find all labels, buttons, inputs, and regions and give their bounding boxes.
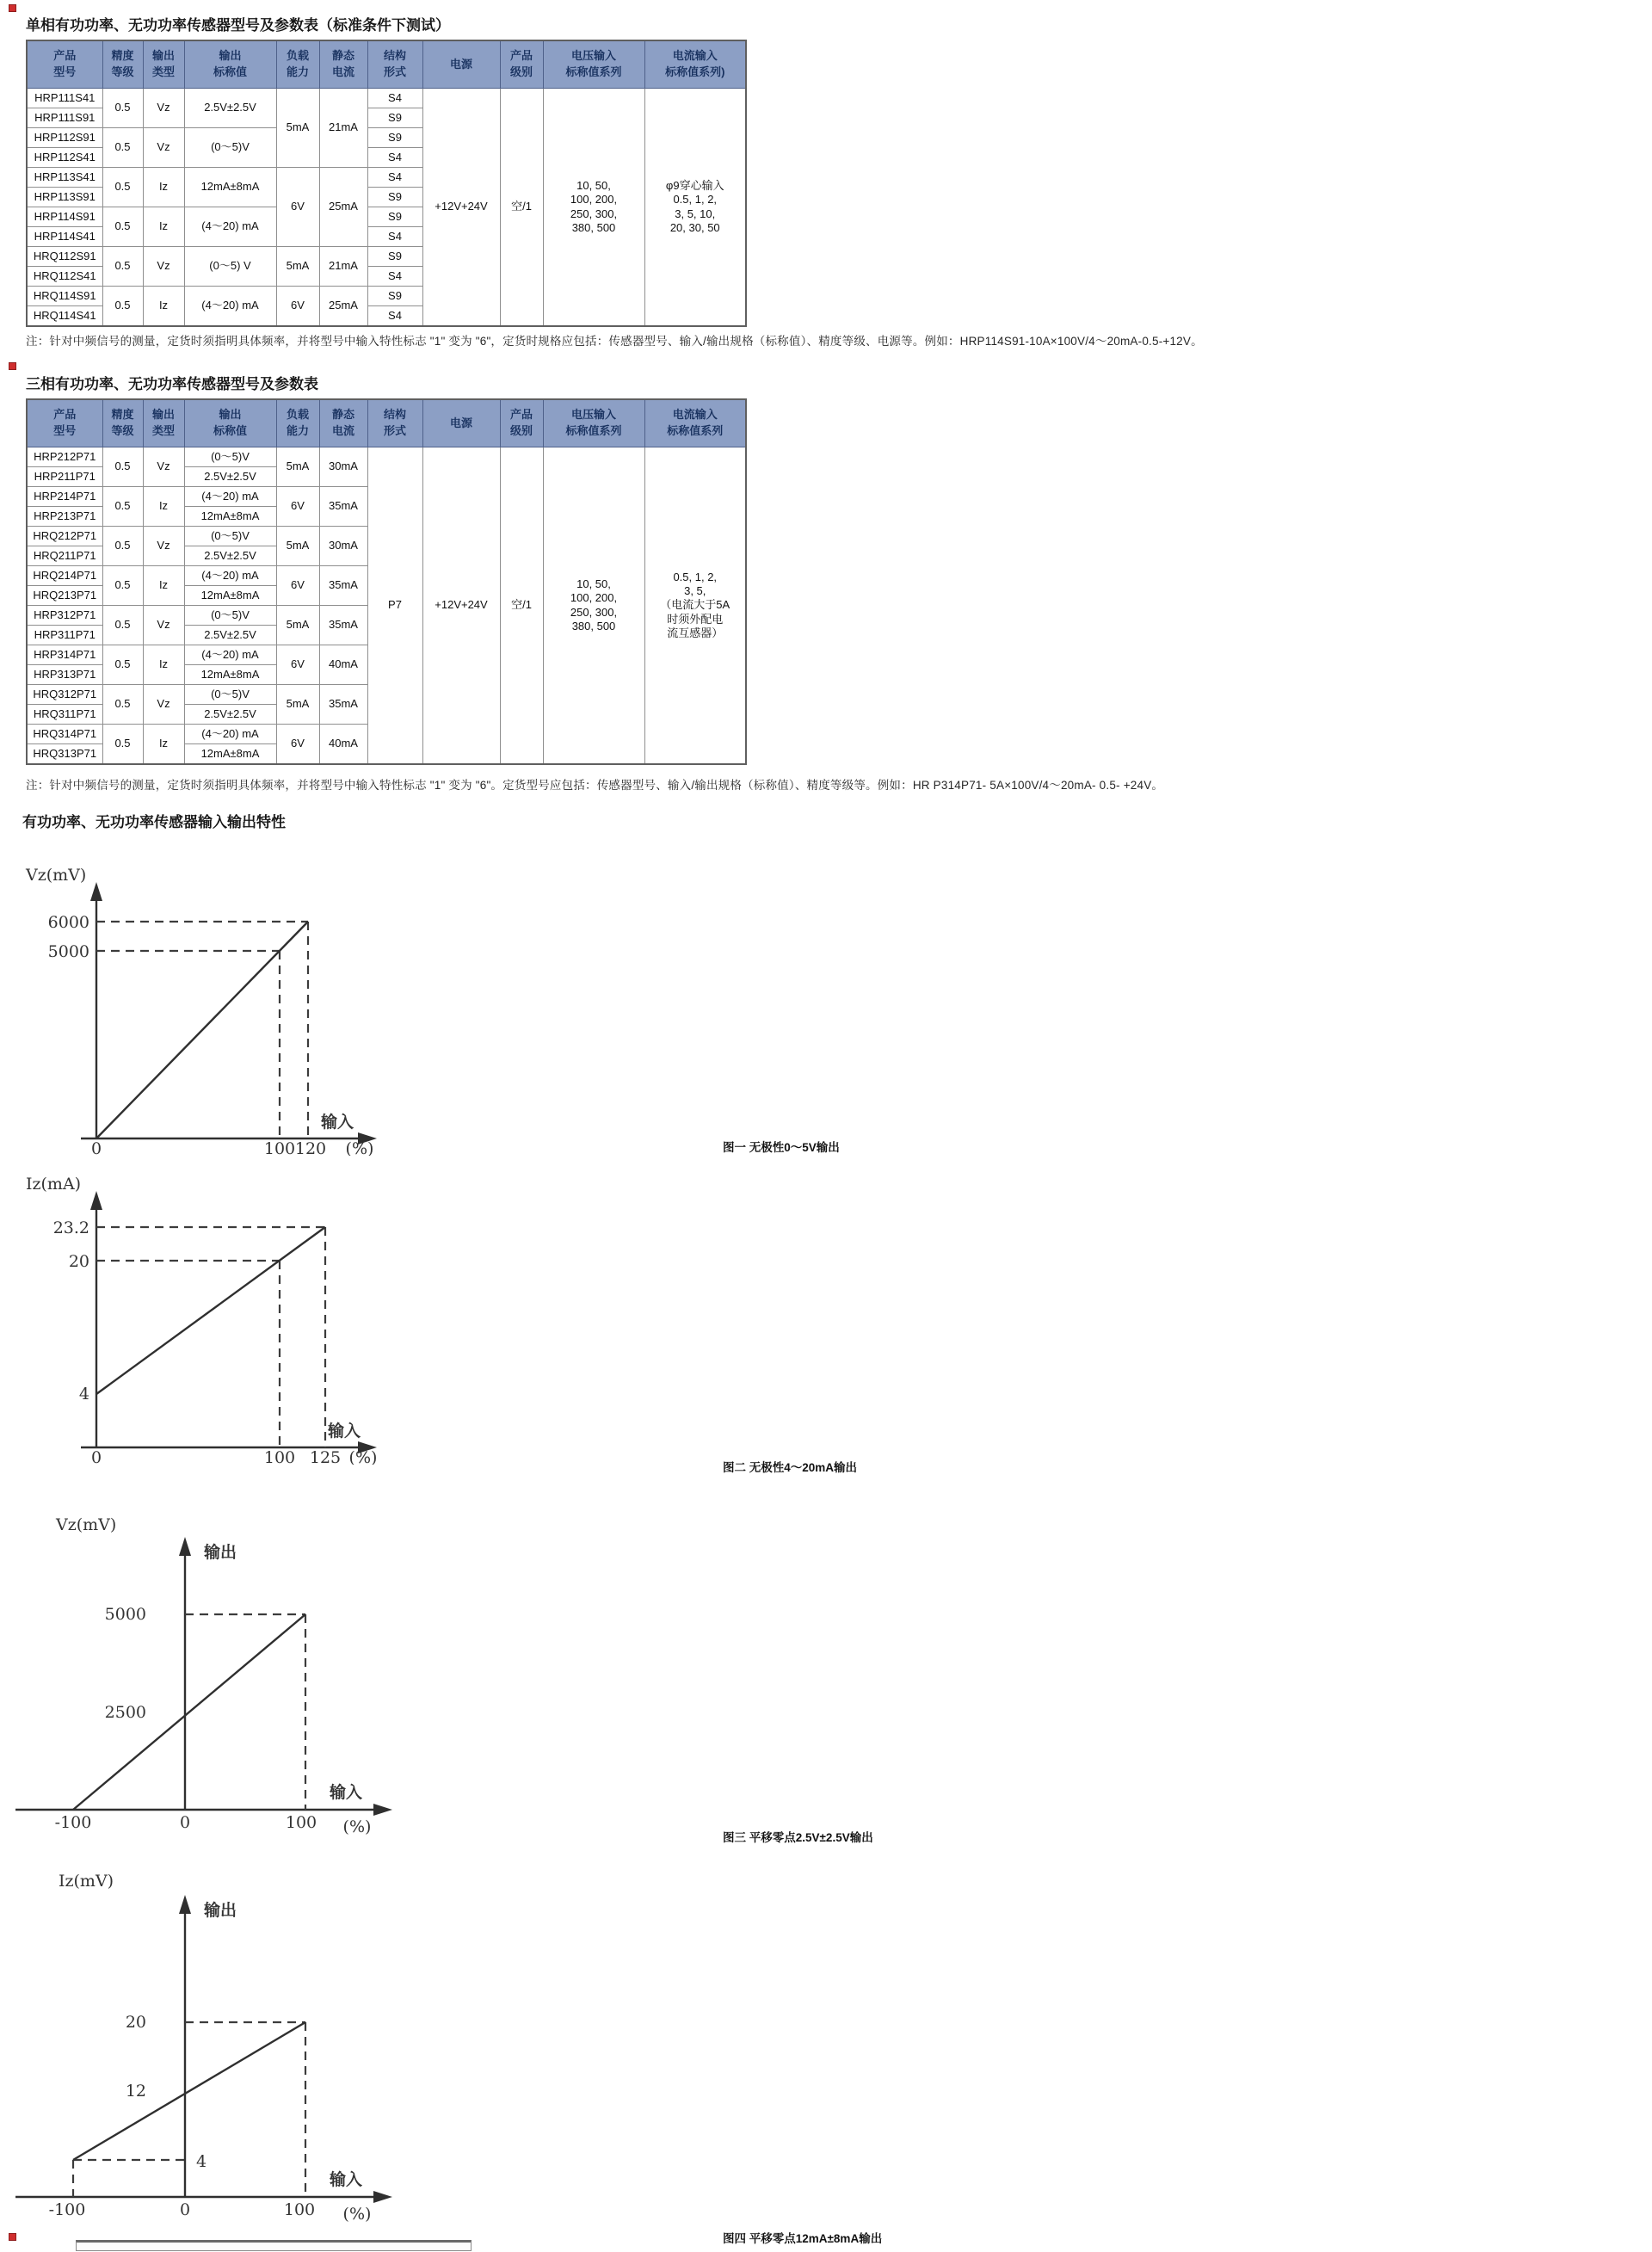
voltage-series-cell: 10, 50, 100, 200, 250, 300, 380, 500	[543, 447, 644, 765]
col-model: 产品 型号	[27, 399, 102, 447]
accuracy-cell: 0.5	[102, 89, 143, 128]
x-axis-arrow-icon	[373, 2191, 392, 2203]
model-cell: HRP312P71	[27, 606, 102, 626]
form-cell: S4	[367, 89, 422, 108]
output-type-cell: Vz	[143, 128, 184, 168]
form-cell: S9	[367, 207, 422, 227]
transfer-line	[73, 2022, 305, 2160]
output-type-cell: Iz	[143, 645, 184, 685]
section2-title: 三相有功功率、无功功率传感器型号及参数表	[26, 376, 318, 392]
col-voltage-series: 电压输入 标称值系列	[543, 399, 644, 447]
model-cell: HRQ114S41	[27, 306, 102, 327]
load-cell: 5mA	[276, 527, 319, 566]
x-tick: 100	[263, 1139, 296, 1156]
col-load: 负载 能力	[276, 399, 319, 447]
current-series-cell: φ9穿心输入 0.5, 1, 2, 3, 5, 10, 20, 30, 50	[644, 89, 746, 327]
model-cell: HRP212P71	[27, 447, 102, 467]
col-power: 电源	[422, 399, 500, 447]
model-cell: HRQ314P71	[27, 725, 102, 744]
quiescent-cell: 35mA	[319, 566, 367, 606]
table2-header-row	[27, 399, 746, 447]
figure4-chart	[9, 1857, 404, 2223]
x-tick: 0	[90, 1448, 102, 1465]
output-type-cell: Iz	[143, 725, 184, 765]
model-cell: HRP112S91	[27, 128, 102, 148]
model-cell: HRQ312P71	[27, 685, 102, 705]
y-tick: 2500	[104, 1703, 146, 1722]
figure3-chart	[9, 1504, 404, 1836]
col-output-nominal: 输出 标称值	[184, 399, 276, 447]
red-bullet-icon	[9, 4, 16, 12]
x-axis-label: 输入	[329, 2171, 363, 2189]
nominal-cell: (0～5)V	[184, 128, 276, 168]
model-cell: HRP114S91	[27, 207, 102, 227]
y-axis-arrow-icon	[179, 1537, 191, 1556]
accuracy-cell: 0.5	[102, 287, 143, 327]
nominal-cell: (4～20) mA	[184, 725, 276, 744]
grade-cell: 空/1	[500, 447, 543, 765]
section1-title: 单相有功功率、无功功率传感器型号及参数表（标准条件下测试）	[26, 17, 450, 34]
model-cell: HRP313P71	[27, 665, 102, 685]
x-axis-unit: (%)	[345, 1139, 374, 1156]
power-cell: +12V+24V	[422, 89, 500, 327]
model-cell: HRQ211P71	[27, 546, 102, 566]
nominal-cell: 12mA±8mA	[184, 665, 276, 685]
figure4-caption: 图四 平移零点12mA±8mA输出	[723, 2232, 883, 2245]
nominal-cell: 12mA±8mA	[184, 744, 276, 765]
model-cell: HRQ114S91	[27, 287, 102, 306]
x-axis-unit: (%)	[348, 1448, 378, 1465]
nominal-cell: (4～20) mA	[184, 566, 276, 586]
y-tick: 20	[125, 2013, 146, 2032]
model-cell: HRP111S41	[27, 89, 102, 108]
accuracy-cell: 0.5	[102, 685, 143, 725]
model-cell: HRQ311P71	[27, 705, 102, 725]
model-cell: HRP113S91	[27, 188, 102, 207]
y-tick: 4	[196, 2152, 207, 2171]
output-type-cell: Iz	[143, 207, 184, 247]
voltage-series-cell: 10, 50, 100, 200, 250, 300, 380, 500	[543, 89, 644, 327]
load-cell: 6V	[276, 287, 319, 327]
accuracy-cell: 0.5	[102, 168, 143, 207]
x-tick: 100	[283, 2200, 316, 2219]
accuracy-cell: 0.5	[102, 645, 143, 685]
load-cell: 5mA	[276, 247, 319, 287]
y-axis-label: Vz(mV)	[56, 1515, 117, 1534]
col-accuracy: 精度 等级	[102, 40, 143, 89]
col-output-type: 输出 类型	[143, 40, 184, 89]
nominal-cell: 12mA±8mA	[184, 586, 276, 606]
figure3-caption: 图三 平移零点2.5V±2.5V输出	[723, 1831, 873, 1844]
quiescent-cell: 40mA	[319, 725, 367, 765]
form-cell: S4	[367, 168, 422, 188]
y-axis-arrow-icon	[179, 1895, 191, 1914]
form-cell: S4	[367, 148, 422, 168]
accuracy-cell: 0.5	[102, 566, 143, 606]
col-form: 结构 形式	[367, 399, 422, 447]
col-quiescent: 静态 电流	[319, 40, 367, 89]
output-label: 输出	[204, 1544, 237, 1562]
x-tick: 0	[90, 1139, 102, 1156]
model-cell: HRP214P71	[27, 487, 102, 507]
accuracy-cell: 0.5	[102, 606, 143, 645]
y-tick: 20	[68, 1252, 89, 1271]
grade-cell: 空/1	[500, 89, 543, 327]
col-output-nominal: 输出 标称值	[184, 40, 276, 89]
quiescent-cell: 30mA	[319, 447, 367, 487]
figure1-chart	[17, 855, 387, 1156]
table-row	[27, 89, 746, 108]
col-grade: 产品 级别	[500, 399, 543, 447]
model-cell: HRP112S41	[27, 148, 102, 168]
quiescent-cell: 35mA	[319, 487, 367, 527]
y-tick: 12	[125, 2082, 146, 2101]
x-tick: 120	[294, 1139, 327, 1156]
model-cell: HRP211P71	[27, 467, 102, 487]
col-power: 电源	[422, 40, 500, 89]
output-type-cell: Vz	[143, 606, 184, 645]
figure2-caption: 图二 无极性4～20mA输出	[723, 1461, 858, 1474]
form-cell: S4	[367, 306, 422, 327]
output-type-cell: Iz	[143, 168, 184, 207]
col-grade: 产品 级别	[500, 40, 543, 89]
x-tick: -100	[48, 2200, 86, 2219]
col-output-type: 输出 类型	[143, 399, 184, 447]
nominal-cell: 2.5V±2.5V	[184, 705, 276, 725]
model-cell: HRQ213P71	[27, 586, 102, 606]
load-cell: 6V	[276, 168, 319, 247]
output-type-cell: Iz	[143, 566, 184, 606]
single-phase-spec-table	[26, 40, 747, 327]
table2-note: 注：针对中频信号的测量，定货时须指明具体频率，并将型号中输入特性标志 "1" 变为 "6"。定货型号应包括：传感器型号、输入/输出规格（标称值）、精度等级等。例如：HR P314P71- 5A×100V/4～20mA- 0.5- +24V。	[26, 779, 1164, 792]
y-tick: 6000	[47, 913, 89, 932]
form-cell: S9	[367, 188, 422, 207]
load-cell: 5mA	[276, 685, 319, 725]
x-tick: 100	[263, 1448, 296, 1465]
x-tick: 100	[285, 1813, 317, 1832]
nominal-cell: (4～20) mA	[184, 287, 276, 327]
three-phase-spec-table	[26, 398, 747, 765]
model-cell: HRQ212P71	[27, 527, 102, 546]
form-cell: S9	[367, 247, 422, 267]
table1-header-row	[27, 40, 746, 89]
x-axis-label: 输入	[320, 1114, 354, 1132]
x-axis-unit: (%)	[342, 1817, 372, 1836]
output-type-cell: Vz	[143, 527, 184, 566]
output-label: 输出	[204, 1902, 237, 1920]
x-axis-unit: (%)	[342, 2205, 372, 2223]
quiescent-cell: 40mA	[319, 645, 367, 685]
nominal-cell: (0～5)V	[184, 606, 276, 626]
output-type-cell: Vz	[143, 447, 184, 487]
nominal-cell: (0～5) V	[184, 247, 276, 287]
col-accuracy: 精度 等级	[102, 399, 143, 447]
nominal-cell: (4～20) mA	[184, 645, 276, 665]
table-row	[27, 447, 746, 467]
accuracy-cell: 0.5	[102, 207, 143, 247]
nominal-cell: 2.5V±2.5V	[184, 89, 276, 128]
model-cell: HRP314P71	[27, 645, 102, 665]
y-tick: 5000	[104, 1605, 146, 1624]
quiescent-cell: 25mA	[319, 168, 367, 247]
nominal-cell: (0～5)V	[184, 527, 276, 546]
transfer-line	[96, 1227, 325, 1394]
nominal-cell: 2.5V±2.5V	[184, 546, 276, 566]
table1-note: 注：针对中频信号的测量，定货时须指明具体频率，并将型号中输入特性标志 "1" 变为 "6"，定货时规格应包括：传感器型号、输入/输出规格（标称值）、精度等级、电源等。例如：HRP114S91-10A×100V/4～20mA-0.5-+12V。	[26, 335, 1203, 348]
quiescent-cell: 21mA	[319, 247, 367, 287]
y-tick: 4	[78, 1385, 89, 1404]
nominal-cell: 2.5V±2.5V	[184, 467, 276, 487]
x-axis-label: 输入	[329, 1784, 363, 1802]
y-axis-arrow-icon	[90, 1191, 102, 1210]
x-tick: 125	[309, 1448, 342, 1465]
output-type-cell: Iz	[143, 487, 184, 527]
accuracy-cell: 0.5	[102, 725, 143, 765]
accuracy-cell: 0.5	[102, 128, 143, 168]
nominal-cell: 2.5V±2.5V	[184, 626, 276, 645]
col-load: 负载 能力	[276, 40, 319, 89]
nominal-cell: 12mA±8mA	[184, 168, 276, 207]
accuracy-cell: 0.5	[102, 487, 143, 527]
quiescent-cell: 25mA	[319, 287, 367, 327]
y-tick: 5000	[47, 942, 89, 961]
y-axis-label: Iz(mA)	[26, 1175, 82, 1194]
red-bullet-icon	[9, 2233, 16, 2241]
red-bullet-icon	[9, 362, 16, 370]
model-cell: HRP311P71	[27, 626, 102, 645]
y-axis-label: Vz(mV)	[26, 866, 87, 885]
y-axis-arrow-icon	[90, 882, 102, 901]
x-tick: -100	[54, 1813, 92, 1832]
output-type-cell: Vz	[143, 89, 184, 128]
load-cell: 6V	[276, 566, 319, 606]
nominal-cell: (0～5)V	[184, 447, 276, 467]
nominal-cell: (4～20) mA	[184, 487, 276, 507]
model-cell: HRQ313P71	[27, 744, 102, 765]
power-cell: +12V+24V	[422, 447, 500, 765]
output-type-cell: Vz	[143, 685, 184, 725]
form-cell: S9	[367, 287, 422, 306]
form-cell: S9	[367, 108, 422, 128]
quiescent-cell: 35mA	[319, 685, 367, 725]
model-cell: HRP114S41	[27, 227, 102, 247]
model-cell: HRP113S41	[27, 168, 102, 188]
model-cell: HRQ112S41	[27, 267, 102, 287]
x-tick: 0	[179, 1813, 191, 1832]
x-axis-arrow-icon	[373, 1804, 392, 1816]
quiescent-cell: 30mA	[319, 527, 367, 566]
load-cell: 6V	[276, 487, 319, 527]
model-cell: HRP111S91	[27, 108, 102, 128]
form-cell: S9	[367, 128, 422, 148]
output-type-cell: Vz	[143, 247, 184, 287]
col-form: 结构 形式	[367, 40, 422, 89]
section3-title: 有功功率、无功功率传感器输入输出特性	[22, 814, 286, 830]
form-cell: P7	[367, 447, 422, 765]
nominal-cell: (0～5)V	[184, 685, 276, 705]
current-series-cell: 0.5, 1, 2, 3, 5, （电流大于5A 时须外配电 流互感器）	[644, 447, 746, 765]
form-cell: S4	[367, 227, 422, 247]
y-axis-label: Iz(mV)	[59, 1872, 114, 1891]
col-voltage-series: 电压输入 标称值系列	[543, 40, 644, 89]
accuracy-cell: 0.5	[102, 247, 143, 287]
quiescent-cell: 35mA	[319, 606, 367, 645]
col-current-series: 电流输入 标称值系列	[644, 399, 746, 447]
output-type-cell: Iz	[143, 287, 184, 327]
model-cell: HRQ112S91	[27, 247, 102, 267]
load-cell: 5mA	[276, 89, 319, 168]
nominal-cell: 12mA±8mA	[184, 507, 276, 527]
x-tick: 0	[179, 2200, 191, 2219]
load-cell: 6V	[276, 725, 319, 765]
next-table-top-edge	[76, 2240, 472, 2251]
quiescent-cell: 21mA	[319, 89, 367, 168]
model-cell: HRQ214P71	[27, 566, 102, 586]
load-cell: 5mA	[276, 447, 319, 487]
accuracy-cell: 0.5	[102, 447, 143, 487]
accuracy-cell: 0.5	[102, 527, 143, 566]
figure1-caption: 图一 无极性0～5V输出	[723, 1141, 840, 1154]
col-quiescent: 静态 电流	[319, 399, 367, 447]
y-tick: 23.2	[52, 1219, 89, 1237]
transfer-line	[96, 922, 308, 1138]
col-current-series: 电流输入 标称值系列)	[644, 40, 746, 89]
col-model: 产品 型号	[27, 40, 102, 89]
load-cell: 6V	[276, 645, 319, 685]
nominal-cell: (4～20) mA	[184, 207, 276, 247]
load-cell: 5mA	[276, 606, 319, 645]
x-axis-label: 输入	[327, 1422, 361, 1441]
figure2-chart	[17, 1163, 387, 1465]
form-cell: S4	[367, 267, 422, 287]
model-cell: HRP213P71	[27, 507, 102, 527]
